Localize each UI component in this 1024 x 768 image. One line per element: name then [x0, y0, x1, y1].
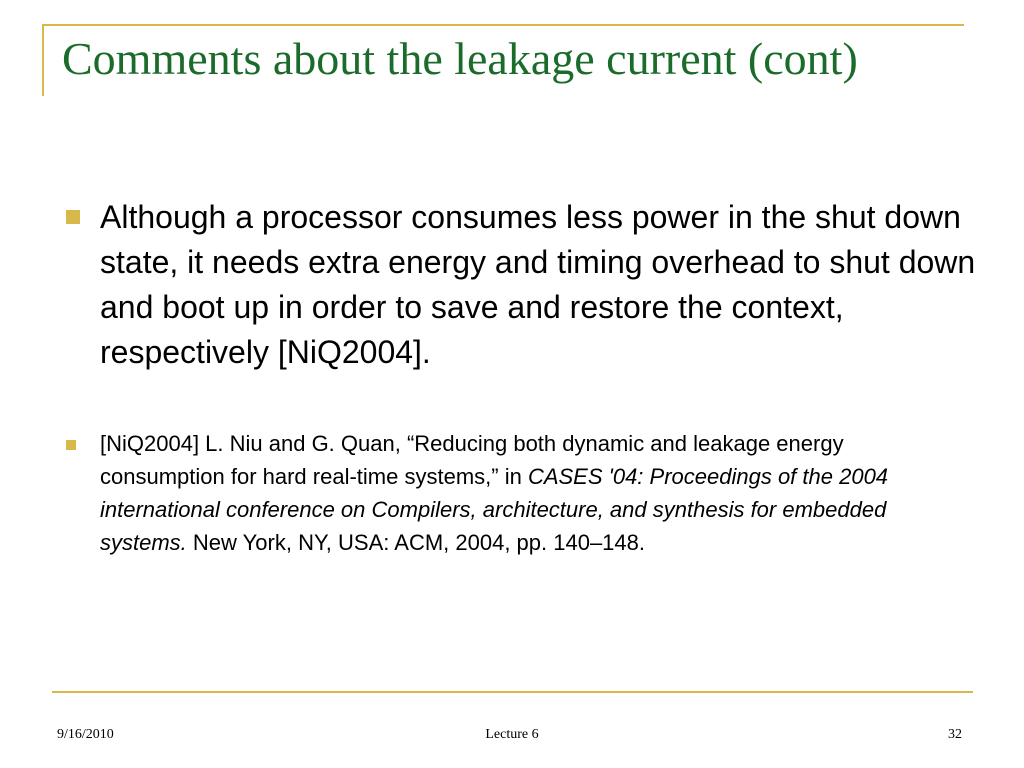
footer-lecture: Lecture 6	[485, 727, 539, 742]
footer-rule	[52, 691, 973, 693]
title-frame-top-rule	[42, 24, 964, 26]
slide-title: Comments about the leakage current (cont)	[62, 33, 858, 84]
title-frame-left-rule	[42, 24, 44, 96]
bullet-text: Although a processor consumes less power in the shut down state, it needs extra energy and timing overhead to shut down and boot up in order to save and restore the context, respectively [NiQ2004].	[100, 199, 976, 370]
square-bullet-icon	[66, 210, 80, 224]
footer-date: 9/16/2010	[57, 727, 114, 742]
reference-item	[62, 427, 982, 559]
bullet-item	[62, 195, 982, 375]
page-number: 32	[948, 727, 962, 742]
bullet-list	[62, 195, 982, 559]
reference-italic: CASES '04: Proceedings of the 2004 international conference on Compilers, architecture, and synthesis for embedded systems.	[100, 464, 889, 555]
square-bullet-icon	[66, 440, 76, 450]
reference-prefix: [NiQ2004] L. Niu and G. Quan, “Reducing both dynamic and leakage energy consumption for hard real-time systems,” in	[100, 431, 844, 489]
reference-suffix: New York, NY, USA: ACM, 2004, pp. 140–148.	[186, 530, 646, 555]
